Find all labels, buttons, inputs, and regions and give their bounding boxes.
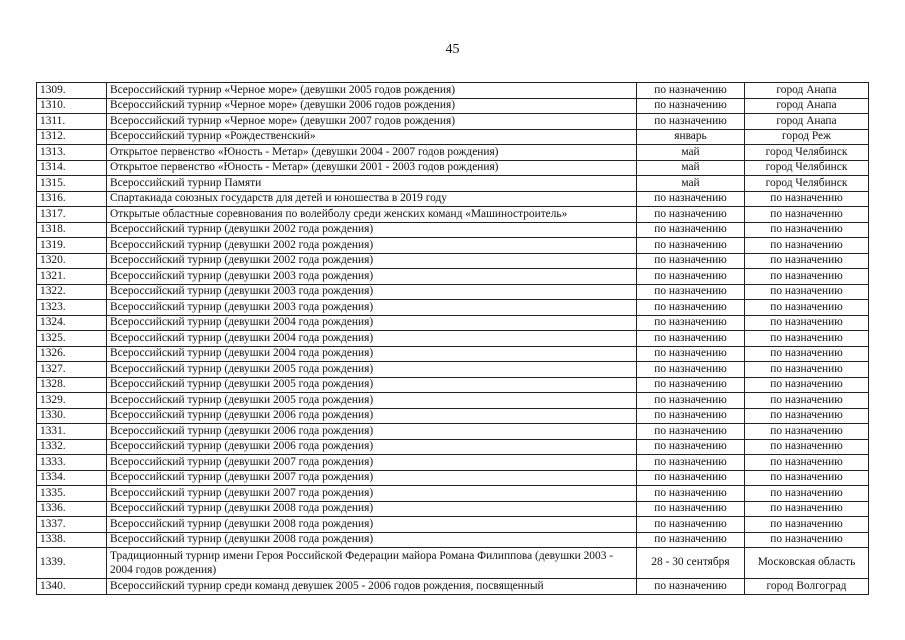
event-place: по назначению	[745, 238, 869, 254]
table-row	[37, 439, 869, 455]
event-date: по назначению	[637, 114, 745, 130]
row-number: 1312.	[37, 129, 107, 145]
event-name: Всероссийский турнир (девушки 2002 года рождения)	[107, 222, 637, 238]
event-name: Всероссийский турнир «Рождественский»	[107, 129, 637, 145]
event-date: по назначению	[637, 191, 745, 207]
event-place: Московская область	[745, 548, 869, 579]
row-number: 1309.	[37, 83, 107, 99]
event-name: Всероссийский турнир (девушки 2005 года рождения)	[107, 362, 637, 378]
event-date: по назначению	[637, 315, 745, 331]
row-number: 1340.	[37, 579, 107, 595]
table-row	[37, 222, 869, 238]
event-name: Открытые областные соревнования по волейболу среди женских команд «Машиностроитель»	[107, 207, 637, 223]
event-place: по назначению	[745, 269, 869, 285]
event-place: город Челябинск	[745, 160, 869, 176]
event-date: по назначению	[637, 377, 745, 393]
row-number: 1322.	[37, 284, 107, 300]
event-place: по назначению	[745, 207, 869, 223]
event-place: по назначению	[745, 191, 869, 207]
event-place: по назначению	[745, 424, 869, 440]
event-name: Всероссийский турнир (девушки 2003 года рождения)	[107, 269, 637, 285]
event-place: город Анапа	[745, 83, 869, 99]
event-date: по назначению	[637, 284, 745, 300]
event-date: по назначению	[637, 455, 745, 471]
event-place: по назначению	[745, 377, 869, 393]
table-row	[37, 129, 869, 145]
table-row	[37, 160, 869, 176]
table-row	[37, 517, 869, 533]
row-number: 1335.	[37, 486, 107, 502]
events-table	[36, 82, 869, 595]
event-date: по назначению	[637, 408, 745, 424]
event-name: Всероссийский турнир (девушки 2006 года рождения)	[107, 439, 637, 455]
event-place: по назначению	[745, 486, 869, 502]
event-place: город Анапа	[745, 98, 869, 114]
table-row	[37, 253, 869, 269]
row-number: 1320.	[37, 253, 107, 269]
event-place: по назначению	[745, 315, 869, 331]
event-name: Всероссийский турнир (девушки 2002 года рождения)	[107, 253, 637, 269]
event-name: Всероссийский турнир (девушки 2008 года рождения)	[107, 517, 637, 533]
event-name: Спартакиада союзных государств для детей и юношества в 2019 году	[107, 191, 637, 207]
event-date: по назначению	[637, 253, 745, 269]
table-row	[37, 331, 869, 347]
row-number: 1336.	[37, 501, 107, 517]
event-place: город Анапа	[745, 114, 869, 130]
event-date: по назначению	[637, 439, 745, 455]
event-name: Всероссийский турнир (девушки 2006 года рождения)	[107, 408, 637, 424]
table-row	[37, 377, 869, 393]
events-table-body	[37, 83, 869, 595]
event-name: Открытое первенство «Юность - Метар» (девушки 2004 - 2007 годов рождения)	[107, 145, 637, 161]
event-name: Всероссийский турнир (девушки 2004 года рождения)	[107, 346, 637, 362]
row-number: 1315.	[37, 176, 107, 192]
table-row	[37, 579, 869, 595]
table-row	[37, 269, 869, 285]
event-place: по назначению	[745, 300, 869, 316]
table-row	[37, 346, 869, 362]
row-number: 1310.	[37, 98, 107, 114]
event-name: Традиционный турнир имени Героя Российской Федерации майора Романа Филиппова (девушки 2003 - 2004 годов рождения)	[107, 548, 637, 579]
row-number: 1330.	[37, 408, 107, 424]
row-number: 1338.	[37, 532, 107, 548]
event-name: Всероссийский турнир (девушки 2007 года рождения)	[107, 455, 637, 471]
event-name: Всероссийский турнир (девушки 2008 года рождения)	[107, 501, 637, 517]
event-place: по назначению	[745, 517, 869, 533]
event-place: город Челябинск	[745, 145, 869, 161]
row-number: 1311.	[37, 114, 107, 130]
row-number: 1323.	[37, 300, 107, 316]
event-date: 28 - 30 сентября	[637, 548, 745, 579]
table-row	[37, 83, 869, 99]
table-row	[37, 284, 869, 300]
event-date: по назначению	[637, 424, 745, 440]
event-date: по назначению	[637, 486, 745, 502]
event-date: по назначению	[637, 207, 745, 223]
table-row	[37, 486, 869, 502]
event-name: Всероссийский турнир (девушки 2008 года рождения)	[107, 532, 637, 548]
event-date: май	[637, 176, 745, 192]
table-row	[37, 470, 869, 486]
table-row	[37, 191, 869, 207]
event-date: по назначению	[637, 222, 745, 238]
event-date: май	[637, 145, 745, 161]
row-number: 1339.	[37, 548, 107, 579]
event-name: Всероссийский турнир (девушки 2004 года рождения)	[107, 315, 637, 331]
row-number: 1324.	[37, 315, 107, 331]
event-date: по назначению	[637, 238, 745, 254]
event-place: по назначению	[745, 501, 869, 517]
event-date: по назначению	[637, 346, 745, 362]
table-row	[37, 176, 869, 192]
table-row	[37, 408, 869, 424]
event-place: по назначению	[745, 470, 869, 486]
row-number: 1317.	[37, 207, 107, 223]
event-place: по назначению	[745, 439, 869, 455]
row-number: 1325.	[37, 331, 107, 347]
row-number: 1319.	[37, 238, 107, 254]
event-place: по назначению	[745, 393, 869, 409]
event-name: Всероссийский турнир (девушки 2006 года рождения)	[107, 424, 637, 440]
event-name: Всероссийский турнир (девушки 2003 года рождения)	[107, 300, 637, 316]
row-number: 1314.	[37, 160, 107, 176]
table-row	[37, 548, 869, 579]
event-place: город Волгоград	[745, 579, 869, 595]
event-name: Всероссийский турнир «Черное море» (девушки 2006 годов рождения)	[107, 98, 637, 114]
event-date: май	[637, 160, 745, 176]
event-place: по назначению	[745, 346, 869, 362]
event-place: по назначению	[745, 253, 869, 269]
page-number: 45	[445, 42, 460, 57]
row-number: 1337.	[37, 517, 107, 533]
row-number: 1321.	[37, 269, 107, 285]
table-row	[37, 455, 869, 471]
event-date: по назначению	[637, 98, 745, 114]
event-date: по назначению	[637, 579, 745, 595]
event-date: по назначению	[637, 331, 745, 347]
row-number: 1313.	[37, 145, 107, 161]
event-date: по назначению	[637, 269, 745, 285]
event-name: Всероссийский турнир Памяти	[107, 176, 637, 192]
row-number: 1327.	[37, 362, 107, 378]
event-date: по назначению	[637, 517, 745, 533]
event-date: по назначению	[637, 470, 745, 486]
event-date: по назначению	[637, 501, 745, 517]
event-place: город Реж	[745, 129, 869, 145]
event-place: по назначению	[745, 455, 869, 471]
event-date: по назначению	[637, 532, 745, 548]
table-row	[37, 532, 869, 548]
event-name: Всероссийский турнир (девушки 2002 года рождения)	[107, 238, 637, 254]
row-number: 1334.	[37, 470, 107, 486]
table-row	[37, 98, 869, 114]
event-place: город Челябинск	[745, 176, 869, 192]
event-name: Всероссийский турнир (девушки 2005 года рождения)	[107, 393, 637, 409]
table-row	[37, 424, 869, 440]
event-place: по назначению	[745, 284, 869, 300]
event-name: Всероссийский турнир (девушки 2007 года рождения)	[107, 486, 637, 502]
event-name: Всероссийский турнир (девушки 2007 года рождения)	[107, 470, 637, 486]
event-place: по назначению	[745, 331, 869, 347]
row-number: 1318.	[37, 222, 107, 238]
table-row	[37, 238, 869, 254]
row-number: 1333.	[37, 455, 107, 471]
table-row	[37, 501, 869, 517]
table-row	[37, 145, 869, 161]
event-place: по назначению	[745, 362, 869, 378]
table-row	[37, 300, 869, 316]
table-row	[37, 362, 869, 378]
event-date: по назначению	[637, 83, 745, 99]
event-name: Всероссийский турнир «Черное море» (девушки 2005 годов рождения)	[107, 83, 637, 99]
event-name: Всероссийский турнир (девушки 2004 года рождения)	[107, 331, 637, 347]
table-row	[37, 315, 869, 331]
event-date: январь	[637, 129, 745, 145]
event-date: по назначению	[637, 393, 745, 409]
table-row	[37, 393, 869, 409]
row-number: 1331.	[37, 424, 107, 440]
event-place: по назначению	[745, 532, 869, 548]
row-number: 1316.	[37, 191, 107, 207]
event-name: Всероссийский турнир среди команд девушек 2005 - 2006 годов рождения, посвященный	[107, 579, 637, 595]
event-place: по назначению	[745, 222, 869, 238]
row-number: 1328.	[37, 377, 107, 393]
event-date: по назначению	[637, 362, 745, 378]
table-row	[37, 207, 869, 223]
row-number: 1329.	[37, 393, 107, 409]
event-place: по назначению	[745, 408, 869, 424]
table-row	[37, 114, 869, 130]
row-number: 1326.	[37, 346, 107, 362]
event-date: по назначению	[637, 300, 745, 316]
event-name: Всероссийский турнир «Черное море» (девушки 2007 годов рождения)	[107, 114, 637, 130]
event-name: Всероссийский турнир (девушки 2005 года рождения)	[107, 377, 637, 393]
event-name: Всероссийский турнир (девушки 2003 года рождения)	[107, 284, 637, 300]
event-name: Открытое первенство «Юность - Метар» (девушки 2001 - 2003 годов рождения)	[107, 160, 637, 176]
row-number: 1332.	[37, 439, 107, 455]
